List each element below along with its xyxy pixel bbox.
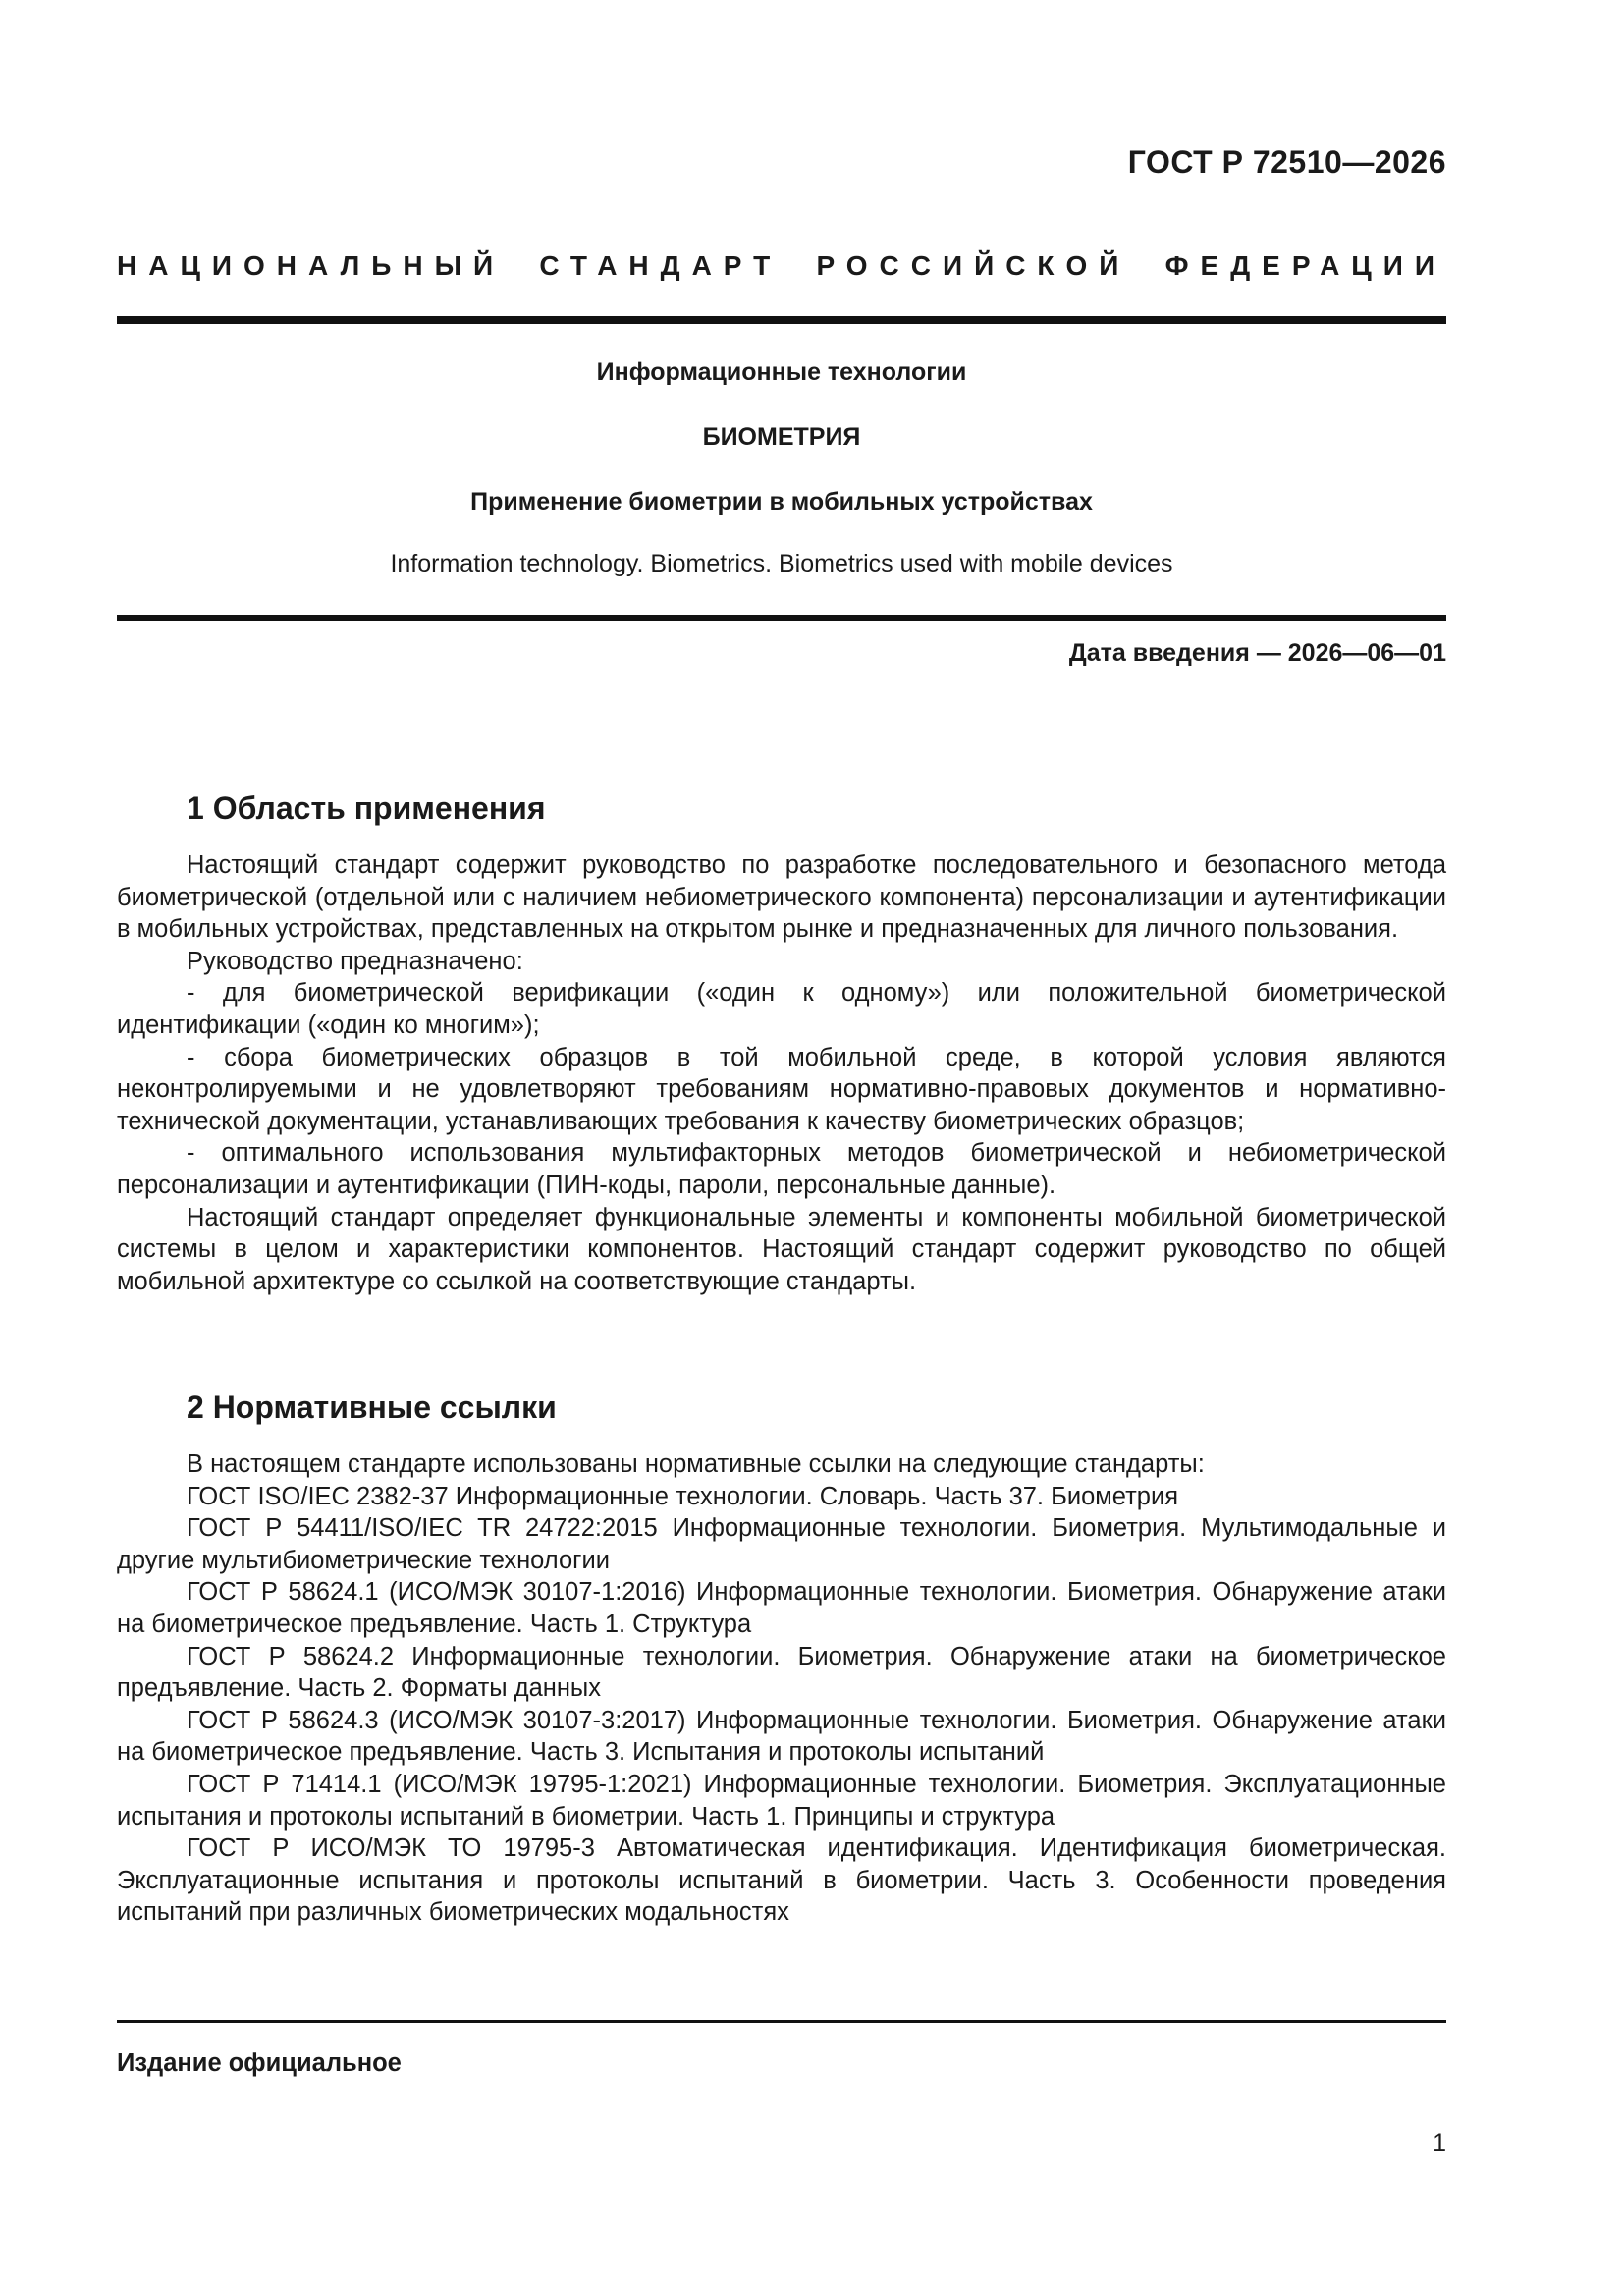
list-item: - оптимального использования мультифакторных методов биометрической и небиометрической персонализации и аутентификации (ПИН-коды, пароли, персональные данные). [117,1139,1446,1199]
section-2-heading: 2 Нормативные ссылки [187,1390,557,1425]
section-1-heading: 1 Область применения [187,791,546,826]
reference-item: ГОСТ Р ИСО/МЭК ТО 19795-3 Автоматическая идентификация. Идентификация биометрическая. Эксплуатационные испытания и протоколы испытаний в биометрии. Часть 3. Особенности проведения испытаний при различных биометрических модальностях [117,1834,1446,1927]
reference-item: ГОСТ ISO/IEC 2382-37 Информационные технологии. Словарь. Часть 37. Биометрия [187,1482,1179,1510]
section-1-body [117,849,1446,1297]
reference-item: ГОСТ Р 58624.1 (ИСО/МЭК 30107-1:2016) Информационные технологии. Биометрия. Обнаружение атаки на биометрическое предъявление. Часть 1. Структура [117,1578,1446,1638]
title-line-1: Информационные технологии [596,358,967,386]
introduction-date: Дата введения — 2026—06—01 [1068,639,1446,667]
reference-item: ГОСТ Р 58624.2 Информационные технологии. Биометрия. Обнаружение атаки на биометрическое предъявление. Часть 2. Форматы данных [117,1642,1446,1703]
list-item: - для биометрической верификации («один к одному») или положительной биометрической идентификации («один ко многим»); [117,979,1446,1039]
footer-rule [117,2020,1446,2023]
title-bottom-rule [117,615,1446,621]
title-line-3: Применение биометрии в мобильных устройствах [470,488,1093,516]
national-standard-banner: НАЦИОНАЛЬНЫЙ СТАНДАРТ РОССИЙСКОЙ ФЕДЕРАЦИИ [117,250,1446,281]
paragraph: В настоящем стандарте использованы нормативные ссылки на следующие стандарты: [187,1450,1205,1478]
official-edition-label: Издание официальное [117,2050,402,2077]
reference-item: ГОСТ Р 58624.3 (ИСО/МЭК 30107-3:2017) Информационные технологии. Биометрия. Обнаружение атаки на биометрическое предъявление. Часть 3. Испытания и протоколы испытаний [117,1706,1446,1767]
paragraph: Руководство предназначено: [187,947,523,975]
standard-designation: ГОСТ Р 72510—2026 [1127,144,1446,180]
title-english: Information technology. Biometrics. Biometrics used with mobile devices [390,550,1173,577]
paragraph: Настоящий стандарт определяет функциональные элементы и компоненты мобильной биометрической системы в целом и характеристики компонентов. Настоящий стандарт содержит руководство по общей мобильной архитектуре со ссылкой на соответствующие стандарты. [117,1203,1446,1295]
page-number: 1 [1433,2129,1446,2157]
reference-item: ГОСТ Р 54411/ISO/IEC TR 24722:2015 Информационные технологии. Биометрия. Мультимодальные и другие мультибиометрические технологии [117,1514,1446,1574]
title-line-2: БИОМЕТРИЯ [702,423,861,451]
section-2-body [117,1449,1446,1929]
reference-item: ГОСТ Р 71414.1 (ИСО/МЭК 19795-1:2021) Информационные технологии. Биометрия. Эксплуатационные испытания и протоколы испытаний в биометрии. Часть 1. Принципы и структура [117,1770,1446,1831]
paragraph: Настоящий стандарт содержит руководство по разработке последовательного и безопасного метода биометрической (отдельной или с наличием небиометрического компонента) персонализации и аутентификации в мобильных устройствах, представленных на открытом рынке и предназначенных для личного пользования. [117,851,1446,944]
list-item: - сбора биометрических образцов в той мобильной среде, в которой условия являются неконтролируемыми и не удовлетворяют требованиям нормативно-правовых документов и нормативно-технической документации, устанавливающих требования к качеству биометрических образцов; [117,1043,1446,1135]
top-rule [117,316,1446,324]
